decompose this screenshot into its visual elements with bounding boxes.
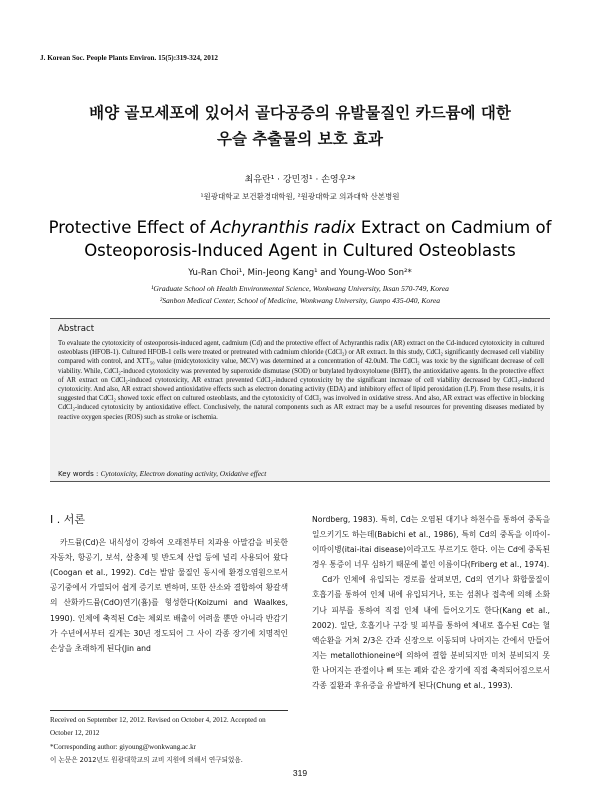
journal-citation: J. Korean Soc. People Plants Environ. 15(5):319-324, 2012 (40, 54, 219, 62)
english-affil-2: ²Sanbon Medical Center, School of Medicine, Wonkwang University, Gunpo 435-040, Korea (159, 296, 441, 305)
footnote-funding: 이 논문은 2012년도 원광대학교의 교비 지원에 의해서 연구되었음. (50, 756, 243, 765)
abstract-box (50, 318, 550, 482)
english-authors: Yu-Ran Choi¹, Min-Jeong Kang¹ and Young-Woo Son²* (188, 268, 412, 278)
keywords-value: Cytotoxicity, Electron donating activity, Oxidative effect (100, 469, 267, 478)
abstract-text: To evaluate the cytotoxicity of osteoporosis-induced agent, cadmium (Cd) and the protective effect of Achyranthis radix (AR) extract on the Cd-induced cytotoxicity in cultured osteoblasts (HFOB-1). Cultured HFOB-1 cells were treated or pretreated with cadmium chloride (CdCl₂) or AR extract. In this study, CdCl₂ significantly decreased cell viability compared with control, and XTT₅₀ value (midcytotoxicity value, MCV) was determined at a concentration of 42.0uM. The CdCl₂ was toxic by the significant decrease of cell viability. While, CdCl₂-induced cytotoxicity was prevented by superoxide dismutase (SOD) or butylated hydroxytoluene (BHT), the antioxidative agents. In the protective effect of AR extract on CdCl₂-induced cytotoxicity, AR extract prevented CdCl₂-induced cytotoxicity by the significant increase of cell viability decreased by CdCl₂-induced cytotoxicity. And also, AR extract showed antioxidative effects such as electron donating activity (EDA) and inhibitory effect of lipid peroxidation (LP). From these results, it is suggested that CdCl₂ showed toxic effect on cultured osteoblasts, and the cytotoxicity of CdCl₂ was involved in oxidative stress. And also, AR extract was effective in blocking CdCl₂-induced cytotoxicity by antioxidative effect. Conclusively, the natural components such as AR extract may be a useful resources for preventing diseases mediated by reactive oxygen species (ROS) such as stroke or ischemia. (58, 340, 544, 421)
english-title-line1 (0, 216, 600, 239)
abstract-heading: Abstract (58, 324, 95, 334)
section-heading: I . 서론 (50, 513, 85, 526)
english-title-pre: Protective Effect of (48, 218, 211, 237)
intro-paragraph-1: 카드뮴(Cd)은 내식성이 강하여 오래전부터 치과용 아말감을 비롯한 자동차, 항공기, 보석, 살충제 및 반도체 산업 등에 널리 사용되어 왔다(Coogan et al., 1992). Cd는 발암 물질인 동시에 환경오염원으로서 공기중에서 가열되어 쉽게 증기로 변하며, 또한 산소와 결합하여 황갈색의 산화카드뮴(CdO)연기(흄)를 형성한다(Koizumi and Waalkes, 1990). 인체에 축적된 Cd는 체외로 배출이 어려울 뿐만 아니라 반감기가 수년에서부터 길게는 30년 정도되어 그 사이 각종 장기에 치명적인 손상을 초래하게 된다(Jin and (50, 538, 288, 653)
right-column (312, 512, 550, 693)
korean-title (0, 100, 600, 152)
keywords-label: Key words : (58, 470, 99, 478)
korean-title-line1: 배양 골모세포에 있어서 골다공증의 유발물질인 카드뮴에 대한 (89, 104, 511, 122)
left-column (50, 512, 288, 656)
intro-paragraph-2: Cd가 인체에 유입되는 경로를 살펴보면, Cd의 연기나 화합물질이 호흡기를 통하여 인체 내에 유입되거나, 또는 섬취나 접촉에 의해 소화기나 피부를 통하여 직접 인체 내에 들어오기도 한다(Kang et al., 2002). 일단, 호흡기나 구강 및 피부를 통하여 체내로 흡수된 Cd는 혈액순환을 거쳐 2/3은 간과 신장으로 이동되며 나머지는 간에서 만들어지는 metallothioneine에 의하여 결합 분비되지만 미처 분비되지 못한 나머지는 관절이나 뼈 또는 폐와 같은 장기에 직접 축적되어짐으로서 각종 질환과 후유증을 유발하게 된다(Chung et al., 1993). (312, 575, 550, 691)
english-affil-1: ¹Graduate School oh Health Environmental Science, Wonkwang University, Iksan 570-749, Korea (151, 284, 449, 293)
korean-title-line2: 우슬 추출물의 보호 효과 (217, 130, 383, 148)
footnote-corresponding (50, 741, 288, 754)
english-title-species: Achyranthis radix (210, 218, 356, 237)
footnote-received: Received on September 12, 2012. Revised on October 4, 2012. Accepted on October 12, 2012 (50, 716, 266, 738)
footnotes (50, 714, 288, 768)
corresponding-author: *Corresponding author: giyoung@wonkwang.ac.kr (50, 742, 197, 751)
english-title-post: Extract on Cadmium of (355, 218, 552, 237)
intro-paragraph-1-cont: Nordberg, 1983). 특히, Cd는 오염된 대기나 하천수를 통하여 중독을 일으키기도 하는데(Babichi et al., 1986), 특히 Cd의 중독을 이따이-이따이병(itai-itai disease)이라고도 부르기도 한다. 이는 Cd에 중독된 경우 통증이 너무 심하기 때문에 붙인 이름이다(Friberg et al., 1974). (312, 515, 550, 570)
english-title (0, 216, 600, 262)
page-number: 319 (292, 768, 308, 778)
english-affiliations (0, 283, 600, 307)
korean-authors: 최유란¹ · 강민정¹ · 손영우²* (244, 175, 356, 185)
english-title-line2: Osteoporosis-Induced Agent in Cultured Osteoblasts (84, 241, 516, 260)
footnote-divider (50, 710, 288, 711)
keywords (58, 469, 266, 478)
korean-affiliations: ¹원광대학교 보건환경대학원, ²원광대학교 의과대학 산본병원 (200, 192, 400, 201)
